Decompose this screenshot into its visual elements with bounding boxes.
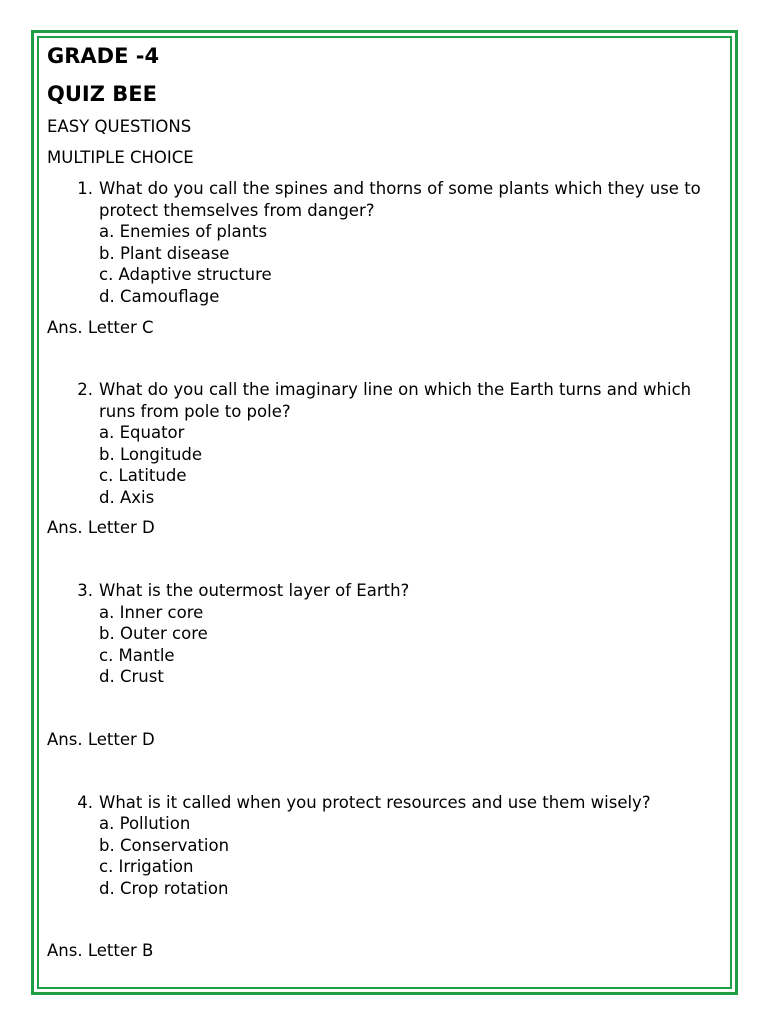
- question-4: [47, 792, 717, 900]
- option-d: d. Crust: [99, 667, 164, 686]
- option-a: a. Inner core: [99, 602, 204, 622]
- answer-4: Ans. Letter B: [47, 941, 154, 960]
- question-body: [93, 178, 717, 307]
- answer-3: Ans. Letter D: [47, 729, 155, 749]
- answer-2: Ans. Letter D: [47, 518, 155, 537]
- question-number: 2.: [77, 380, 93, 399]
- question-body: [93, 580, 717, 688]
- question-text: What do you call the imaginary line on which the Earth turns and which runs from pole to pole?: [99, 380, 692, 421]
- question-type-label: MULTIPLE CHOICE: [47, 148, 194, 167]
- option-a: a. Enemies of plants: [99, 222, 268, 241]
- option-b: b. Longitude: [99, 444, 203, 464]
- option-d: d. Axis: [99, 487, 155, 507]
- question-number: 3.: [77, 581, 93, 600]
- question-2: [47, 379, 717, 508]
- option-d: d. Camouflage: [99, 286, 220, 306]
- question-1: [47, 178, 717, 307]
- option-c: c. Mantle: [99, 645, 175, 665]
- question-text: What do you call the spines and thorns of some plants which they use to protect themselves from danger?: [99, 179, 701, 220]
- question-text: What is it called when you protect resources and use them wisely?: [99, 792, 651, 812]
- option-d: d. Crop rotation: [99, 878, 229, 898]
- option-b: b. Conservation: [99, 835, 230, 855]
- question-text: What is the outermost layer of Earth?: [99, 581, 410, 600]
- quiz-document: [47, 43, 717, 961]
- quiz-title: QUIZ BEE: [47, 82, 157, 106]
- option-a: a. Pollution: [99, 814, 191, 833]
- option-a: a. Equator: [99, 423, 185, 442]
- option-b: b. Outer core: [99, 624, 208, 643]
- option-b: b. Plant disease: [99, 243, 230, 263]
- grade-heading: GRADE -4: [47, 44, 160, 68]
- question-number: 1.: [77, 179, 93, 198]
- question-body: [93, 379, 717, 508]
- question-number: 4.: [77, 792, 93, 812]
- option-c: c. Irrigation: [99, 857, 194, 876]
- option-c: c. Adaptive structure: [99, 265, 272, 284]
- question-3: [47, 580, 717, 688]
- question-body: [93, 792, 717, 900]
- difficulty-label: EASY QUESTIONS: [47, 117, 192, 136]
- option-c: c. Latitude: [99, 466, 187, 485]
- answer-1: Ans. Letter C: [47, 318, 154, 337]
